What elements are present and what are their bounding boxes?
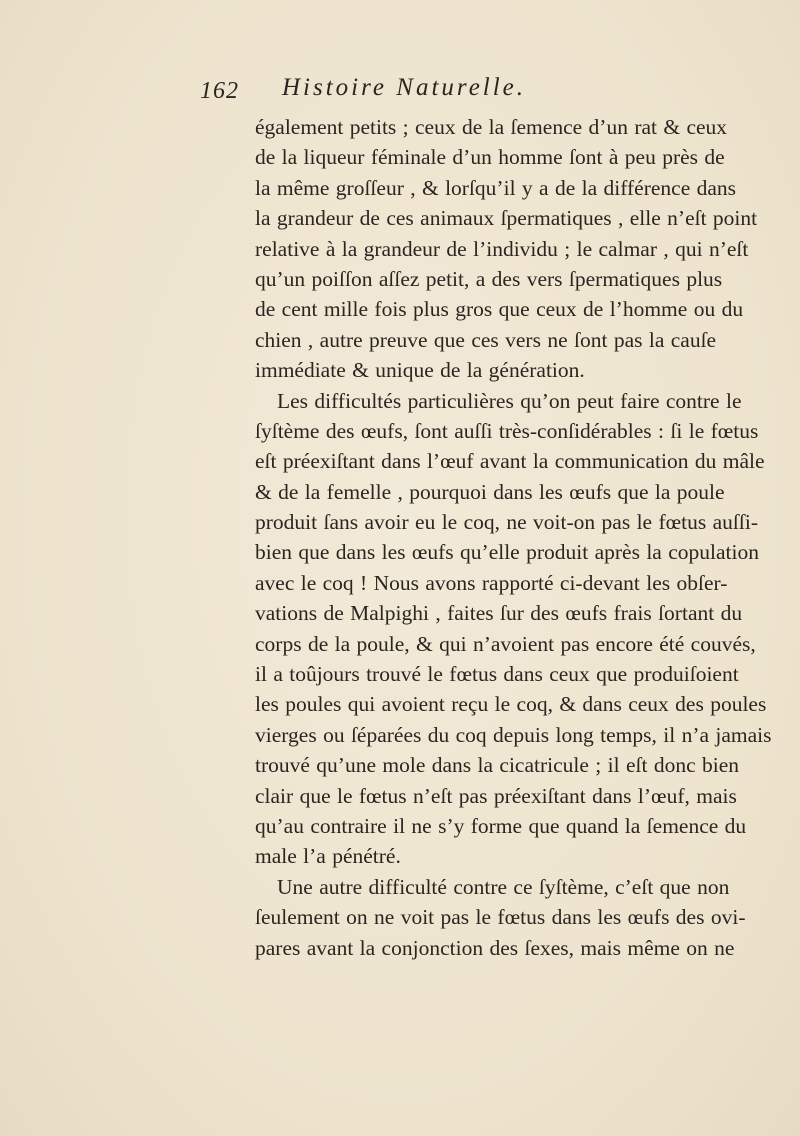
- page-header: [200, 72, 640, 108]
- text-line: la même groſſeur , & lorſqu’il y a de la différence dans: [255, 175, 737, 200]
- text-line: produit ſans avoir eu le coq, ne voit-on pas le fœtus auſſi-: [255, 510, 758, 535]
- text-line: vations de Malpighi , faites ſur des œufs frais ſortant du: [255, 601, 743, 626]
- text-line: pares avant la conjonction des ſexes, mais même on ne: [255, 935, 735, 960]
- paragraph-start-line: Les difficultés particulières qu’on peut faire contre le: [277, 388, 742, 413]
- text-line: trouvé qu’une mole dans la cicatricule ; il eſt donc bien: [255, 753, 740, 778]
- text-line: bien que dans les œufs qu’elle produit après la copulation: [255, 540, 759, 565]
- text-line: eſt préexiſtant dans l’œuf avant la communication du mâle: [255, 449, 765, 474]
- text-line: vierges ou ſéparées du coq depuis long temps, il n’a jamais: [255, 722, 772, 747]
- paragraph-end-line: male l’a pénétré.: [255, 844, 401, 869]
- text-line: les poules qui avoient reçu le coq, & dans ceux des poules: [255, 692, 767, 717]
- text-line: il a toûjours trouvé le fœtus dans ceux que produiſoient: [255, 662, 739, 687]
- running-title: Histoire Naturelle.: [282, 74, 527, 101]
- text-line: ſeulement on ne voit pas le fœtus dans les œufs des ovi-: [255, 905, 746, 930]
- text-line: avec le coq ! Nous avons rapporté ci-devant les obſer-: [255, 570, 728, 595]
- body-text: [255, 112, 772, 963]
- text-line: qu’au contraire il ne s’y forme que quand la ſemence du: [255, 813, 747, 838]
- text-line: clair que le fœtus n’eſt pas préexiſtant dans l’œuf, mais: [255, 783, 737, 808]
- text-line: qu’un poiſſon aſſez petit, a des vers ſpermatiques plus: [255, 266, 723, 291]
- paragraph-end-line: immédiate & unique de la génération.: [255, 358, 585, 383]
- text-line: chien , autre preuve que ces vers ne ſont pas la cauſe: [255, 327, 717, 352]
- text-line: également petits ; ceux de la ſemence d’un rat & ceux: [255, 115, 728, 139]
- text-line: de cent mille fois plus gros que ceux de l’homme ou du: [255, 297, 744, 322]
- page-number: 162: [200, 78, 239, 104]
- text-line: relative à la grandeur de l’individu ; le calmar , qui n’eſt: [255, 236, 749, 261]
- text-line: de la liqueur féminale d’un homme ſont à peu près de: [255, 145, 725, 170]
- paragraph-start-line: Une autre difficulté contre ce ſyſtème, c’eſt que non: [277, 874, 730, 899]
- text-line: corps de la poule, & qui n’avoient pas encore été couvés,: [255, 631, 756, 656]
- text-line: & de la femelle , pourquoi dans les œufs que la poule: [255, 479, 725, 504]
- text-line: la grandeur de ces animaux ſpermatiques , elle n’eſt point: [255, 206, 758, 231]
- text-line: ſyſtème des œufs, ſont auſſi très-conſidérables : ſi le fœtus: [255, 418, 759, 443]
